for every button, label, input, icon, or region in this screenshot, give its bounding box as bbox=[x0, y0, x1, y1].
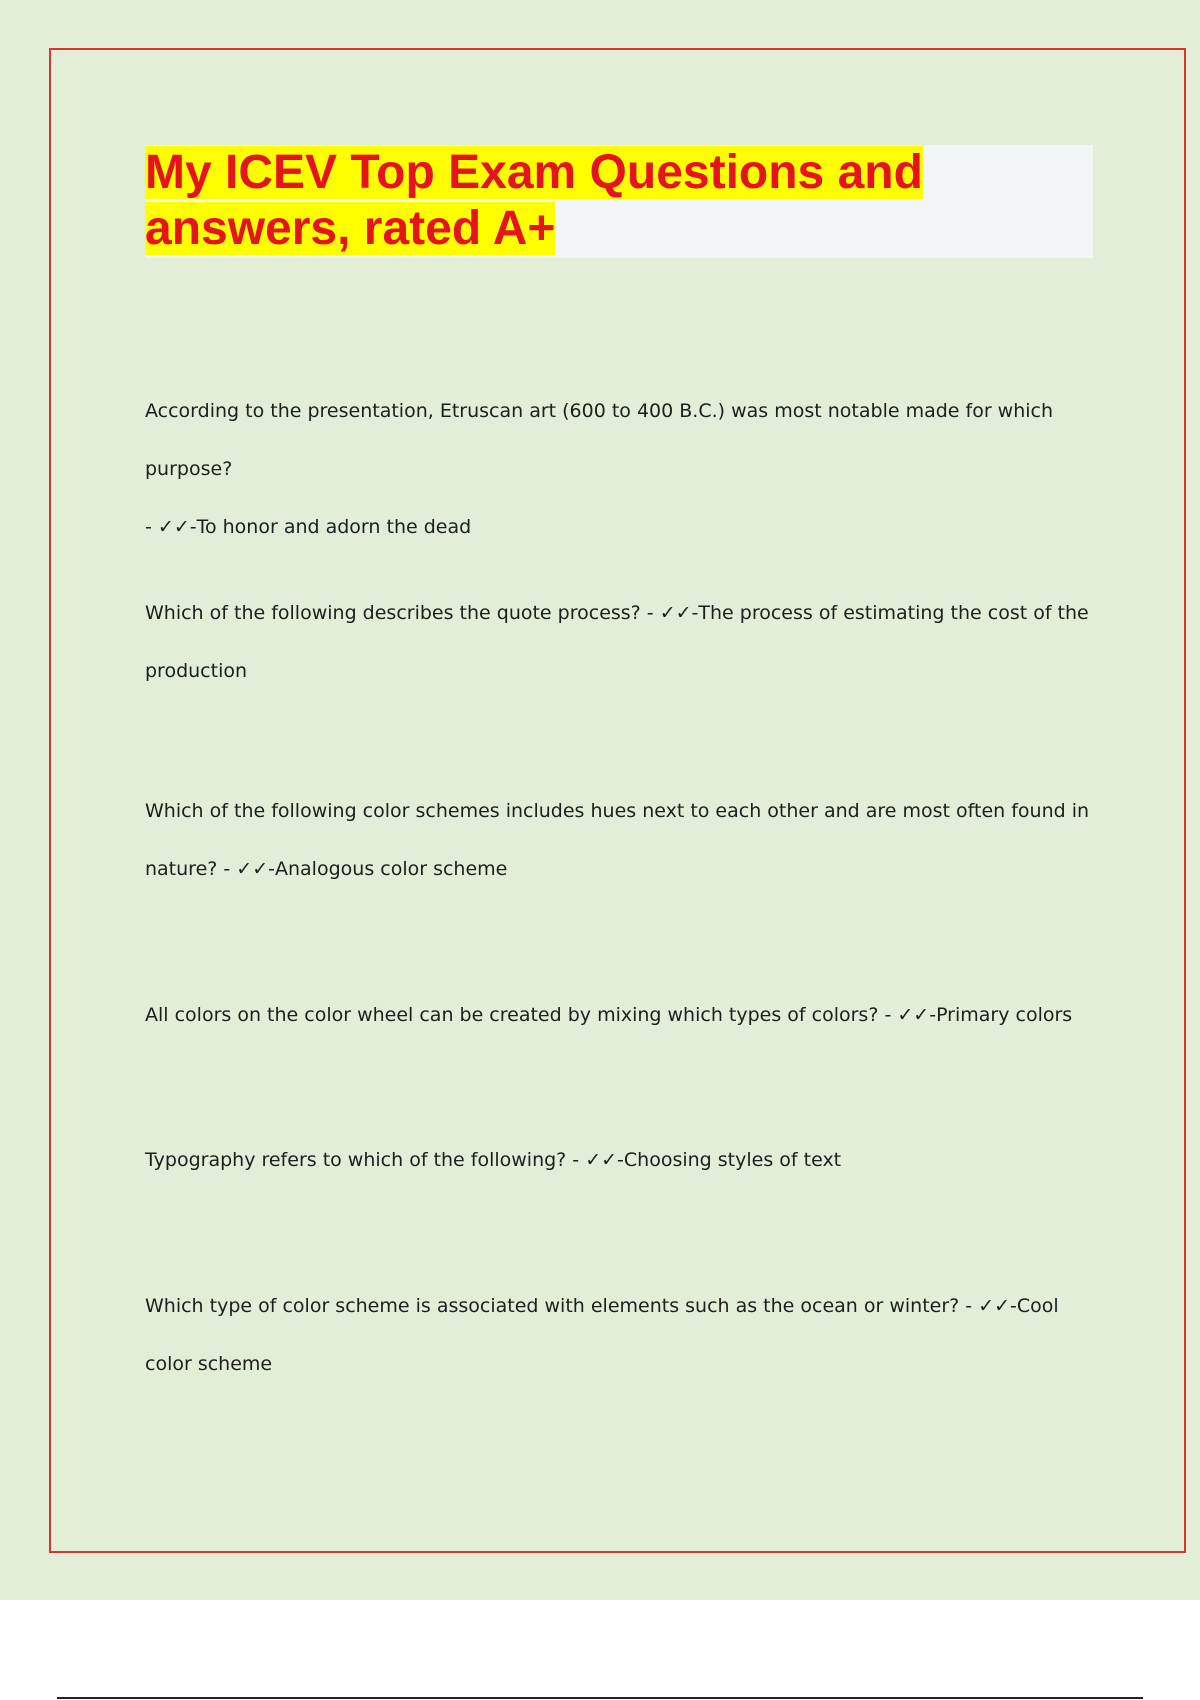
answer-text: Cool color scheme bbox=[145, 1295, 1059, 1375]
answer-separator: - ✓✓- bbox=[145, 516, 197, 538]
footer-rule bbox=[57, 1697, 1143, 1699]
question-text: Typography refers to which of the following? bbox=[145, 1149, 567, 1171]
qa-item bbox=[145, 782, 1095, 898]
answer-separator: - ✓✓- bbox=[959, 1295, 1017, 1317]
qa-item bbox=[145, 584, 1095, 700]
document-title bbox=[145, 145, 945, 257]
question-text: All colors on the color wheel can be created by mixing which types of colors? bbox=[145, 1004, 879, 1026]
question-text: Which of the following describes the quote process? bbox=[145, 602, 641, 624]
qa-item bbox=[145, 1277, 1095, 1393]
answer-separator: - ✓✓- bbox=[878, 1004, 937, 1026]
answer-separator: - ✓✓- bbox=[640, 602, 699, 624]
qa-item bbox=[145, 382, 1095, 556]
qa-item bbox=[145, 986, 1095, 1044]
title-highlight: My ICEV Top Exam Questions and answers, rated A+ bbox=[145, 146, 923, 255]
title-block bbox=[145, 145, 1093, 258]
answer-text: The process of estimating the cost of the production bbox=[145, 602, 1089, 682]
question-text: Which type of color scheme is associated with elements such as the ocean or winter? bbox=[145, 1295, 960, 1317]
qa-item bbox=[145, 1131, 1095, 1189]
answer-text: Primary colors bbox=[936, 1004, 1073, 1026]
answer-separator: - ✓✓- bbox=[217, 858, 275, 880]
question-text: Which of the following color schemes includes hues next to each other and are most often found in nature? bbox=[145, 800, 1090, 880]
answer-text: Analogous color scheme bbox=[275, 858, 508, 880]
answer-separator: - ✓✓- bbox=[566, 1149, 624, 1171]
answer-text: To honor and adorn the dead bbox=[196, 516, 472, 538]
answer-text: Choosing styles of text bbox=[623, 1149, 842, 1171]
question-text: According to the presentation, Etruscan art (600 to 400 B.C.) was most notable made for which purpose? bbox=[145, 400, 1054, 480]
